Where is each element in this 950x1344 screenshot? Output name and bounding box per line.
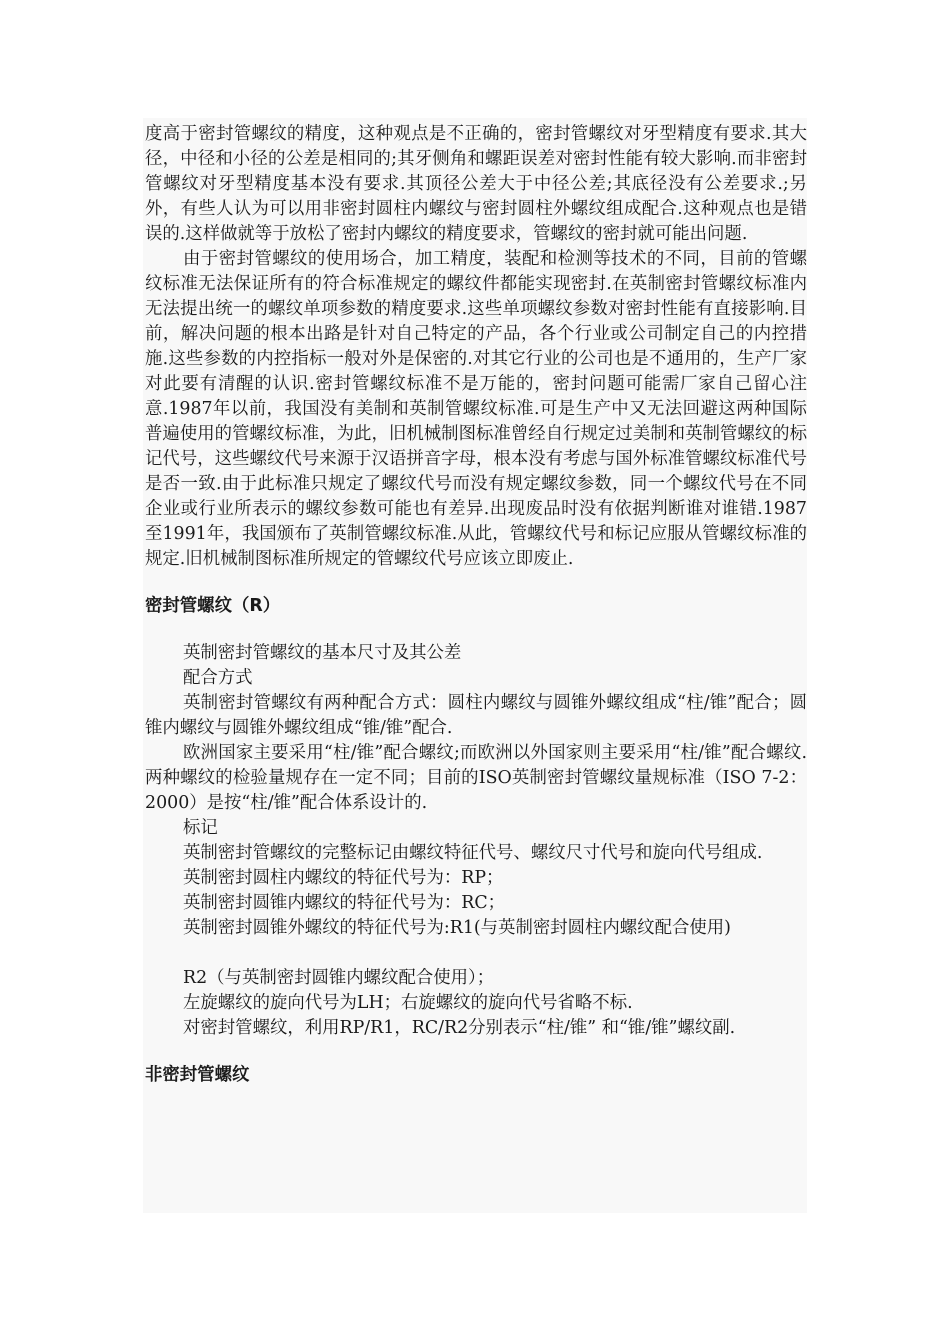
line-r2-code: R2（与英制密封圆锥内螺纹配合使用）； [183,968,495,988]
paragraph-thread-pair: 对密封管螺纹，利用RP/R1，RC/R2分别表示“柱/锥” 和“锥/锥”螺纹副. [183,1018,736,1038]
paragraph-precision: 度高于密封管螺纹的精度，这种观点是不正确的，密封管螺纹对牙型精度有要求.其大径，中径和小径的公差是相同的;其牙侧角和螺距误差对密封性能有较大影响.而非密封管螺纹对牙型精度基本没有要求.其顶径公差大于中径公差;其底径没有公差要求.;另外，有些人认为可以用非密封圆柱内螺纹与密封圆柱外螺纹组成配合.这种观点也是错误的.这样做就等于放松了密封内螺纹的精度要求，管螺纹的密封就可能出问题. [145,124,807,244]
paragraph-full-marking: 英制密封管螺纹的完整标记由螺纹特征代号、螺纹尺寸代号和旋向代号组成. [183,843,763,863]
line-fit-method: 配合方式 [183,668,253,688]
paragraph-europe-fit: 欧洲国家主要采用“柱/锥”配合螺纹;而欧洲以外国家则主要采用“柱/锥”配合螺纹.两种螺纹的检验量规存在一定不同；目前的ISO英制密封管螺纹量规标准（ISO 7-2：2000）是按“柱/锥”配合体系设计的. [145,743,807,813]
document-page [143,118,807,1213]
line-rp-code: 英制密封圆柱内螺纹的特征代号为：RP； [183,868,504,888]
document-body [143,118,807,1088]
paragraph-fit-types: 英制密封管螺纹有两种配合方式：圆柱内螺纹与圆锥外螺纹组成“柱/锥”配合；圆锥内螺纹与圆锥外螺纹组成“锥/锥”配合. [145,693,807,738]
heading-non-sealing-pipe-thread: 非密封管螺纹 [145,1065,250,1085]
heading-sealing-pipe-thread: 密封管螺纹（R） [145,596,281,616]
line-basic-dimensions: 英制密封管螺纹的基本尺寸及其公差 [183,643,462,663]
line-lh-code: 左旋螺纹的旋向代号为LH；右旋螺纹的旋向代号省略不标. [183,993,633,1013]
line-marking: 标记 [183,818,218,838]
blank-line [145,941,807,966]
paragraph-standards: 由于密封管螺纹的使用场合，加工精度，装配和检测等技术的不同，目前的管螺纹标准无法保证所有的符合标准规定的螺纹件都能实现密封.在英制密封管螺纹标准内无法提出统一的螺纹单项参数的精度要求.这些单项螺纹参数对密封性能有直接影响.目前，解决问题的根本出路是针对自己特定的产品，各个行业或公司制定自己的内控措施.这些参数的内控指标一般对外是保密的.对其它行业的公司也是不通用的，生产厂家对此要有清醒的认识.密封管螺纹标准不是万能的，密封问题可能需厂家自己留心注意.1987年以前，我国没有美制和英制管螺纹标准.可是生产中又无法回避这两种国际普遍使用的管螺纹标准，为此，旧机械制图标准曾经自行规定过美制和英制管螺纹的标记代号，这些螺纹代号来源于汉语拼音字母，根本没有考虑与国外标准管螺纹标准代号是否一致.由于此标准只规定了螺纹代号而没有规定螺纹参数，同一个螺纹代号在不同企业或行业所表示的螺纹参数可能也有差异.出现废品时没有依据判断谁对谁错.1987至1991年，我国颁布了英制管螺纹标准.从此，管螺纹代号和标记应服从管螺纹标准的规定.旧机械制图标准所规定的管螺纹代号应该立即废止. [145,249,807,569]
line-r1-code: 英制密封圆锥外螺纹的特征代号为:R1(与英制密封圆柱内螺纹配合使用) [183,918,731,938]
line-rc-code: 英制密封圆锥内螺纹的特征代号为：RC； [183,893,506,913]
